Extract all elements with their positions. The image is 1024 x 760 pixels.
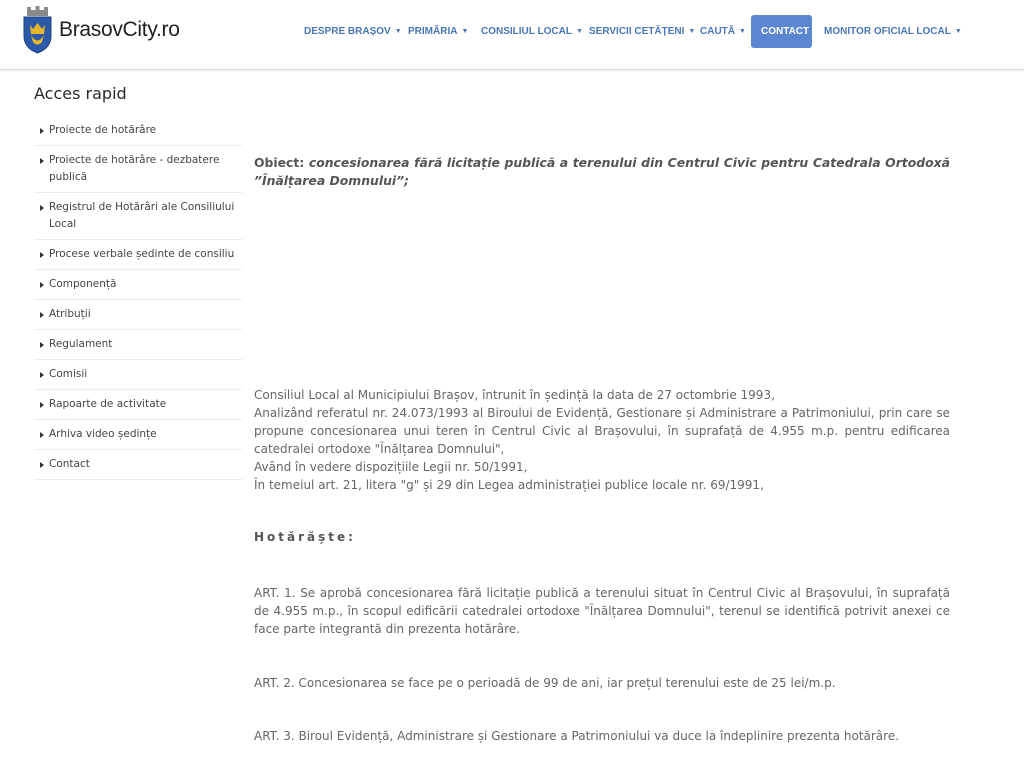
sidebar-item-label: Rapoarte de activitate [49, 398, 167, 410]
preamble-line: Analizând referatul nr. 24.073/1993 al Biroului de Evidență, Gestionare și Administrare a Patrimoniului, prin care se propune concesionarea unui teren în Centrul Civic al Brașovului, în suprafață de 4.955 m.p. pentru edificarea catedralei ortodoxe "Înălțarea Domnului", [254, 406, 950, 456]
triangle-right-icon [40, 158, 44, 164]
nav-label: PRIMĂRIA [408, 26, 458, 37]
triangle-right-icon [40, 342, 44, 348]
triangle-right-icon [40, 372, 44, 378]
decision-heading: Hotărăște: [254, 530, 356, 544]
caret-down-icon: ▼ [394, 28, 402, 35]
caret-down-icon: ▼ [739, 28, 746, 35]
decision-preamble [254, 386, 950, 494]
nav-label: DESPRE BRAȘOV [304, 26, 391, 37]
caret-down-icon: ▼ [575, 28, 583, 35]
triangle-right-icon [40, 312, 44, 318]
nav-contact[interactable] [751, 15, 812, 48]
triangle-right-icon [40, 205, 44, 211]
triangle-right-icon [40, 462, 44, 468]
sidebar-item-label: Registrul de Hotărâri ale Consiliului Local [49, 201, 235, 230]
sidebar-item-registrul-hotarari[interactable] [35, 193, 242, 240]
nav-label: CAUTĂ [700, 26, 735, 37]
sidebar-menu [35, 116, 242, 480]
sidebar-item-label: Proiecte de hotărâre - dezbatere publică [49, 154, 220, 183]
article-2: ART. 2. Concesionarea se face pe o perioadă de 99 de ani, iar prețul terenului este de 25 lei/m.p. [254, 676, 836, 690]
sidebar-item-arhiva-video[interactable] [35, 420, 242, 450]
sidebar-item-componenta[interactable] [35, 270, 242, 300]
nav-despre-brasov[interactable] [304, 15, 402, 48]
sidebar-item-dezbatere-publica[interactable] [35, 146, 242, 193]
site-logo-text: BrasovCity.ro [59, 18, 180, 41]
subject-label: Obiect: [254, 155, 305, 170]
nav-consiliul-local[interactable] [481, 15, 583, 48]
article-1: ART. 1. Se aprobă concesionarea fără licitație publică a terenului situat în Centrul Civic al Brașovului, în suprafață de 4.955 m.p., în scopul edificării catedralei ortodoxe "Înălțarea Domnului", terenul se identifică potrivit anexei ce face parte integrantă din prezenta hotărâre. [254, 586, 950, 636]
nav-label: MONITOR OFICIAL LOCAL [824, 26, 951, 37]
triangle-right-icon [40, 252, 44, 258]
sidebar-item-label: Proiecte de hotărâre [49, 124, 157, 136]
decision-subject [254, 154, 950, 190]
sidebar-item-label: Regulament [49, 338, 113, 350]
site-header [0, 0, 1024, 70]
sidebar-item-label: Componență [49, 278, 117, 290]
caret-down-icon: ▼ [954, 28, 962, 35]
sidebar-item-proiecte-hotarare[interactable] [35, 116, 242, 146]
nav-label: CONTACT [761, 26, 810, 37]
subject-text: concesionarea fără licitație publică a terenului din Centrul Civic pentru Catedrala Ortodoxă ”Înălțarea Domnului”; [254, 155, 950, 188]
sidebar-item-comisii[interactable] [35, 360, 242, 390]
caret-down-icon: ▼ [688, 28, 696, 35]
preamble-line: Având în vedere dispozițiile Legii nr. 50/1991, [254, 460, 528, 474]
caret-down-icon: ▼ [461, 28, 469, 35]
nav-primaria[interactable] [408, 15, 468, 48]
article-3: ART. 3. Biroul Evidență, Administrare și Gestionare a Patrimoniului va duce la îndeplinire prezenta hotărâre. [254, 729, 900, 743]
sidebar-item-label: Procese verbale ședinte de consiliu [49, 248, 235, 260]
triangle-right-icon [40, 432, 44, 438]
main-nav [0, 15, 1024, 48]
sidebar-item-label: Comisii [49, 368, 88, 380]
sidebar-item-atributii[interactable] [35, 300, 242, 330]
sidebar-item-rapoarte[interactable] [35, 390, 242, 420]
nav-monitor-oficial-local[interactable] [824, 15, 962, 48]
triangle-right-icon [40, 128, 44, 134]
sidebar-item-label: Atribuții [49, 308, 91, 320]
sidebar-item-contact[interactable] [35, 450, 242, 480]
sidebar-item-procese-verbale[interactable] [35, 240, 242, 270]
nav-label: SERVICII CETĂȚENI [589, 26, 685, 37]
triangle-right-icon [40, 402, 44, 408]
preamble-line: În temeiul art. 21, litera "g" și 29 din Legea administrației publice locale nr. 69/1991, [254, 478, 764, 492]
triangle-right-icon [40, 282, 44, 288]
nav-cauta[interactable] [700, 15, 746, 48]
sidebar-item-label: Arhiva video ședințe [49, 428, 157, 440]
preamble-line: Consiliul Local al Municipiului Brașov, întrunit în ședință la data de 27 octombrie 1993, [254, 388, 775, 402]
nav-servicii-cetateni[interactable] [589, 15, 695, 48]
sidebar-item-label: Contact [49, 458, 90, 470]
sidebar-item-regulament[interactable] [35, 330, 242, 360]
nav-label: CONSILIUL LOCAL [481, 26, 572, 37]
sidebar-title: Acces rapid [34, 84, 127, 103]
